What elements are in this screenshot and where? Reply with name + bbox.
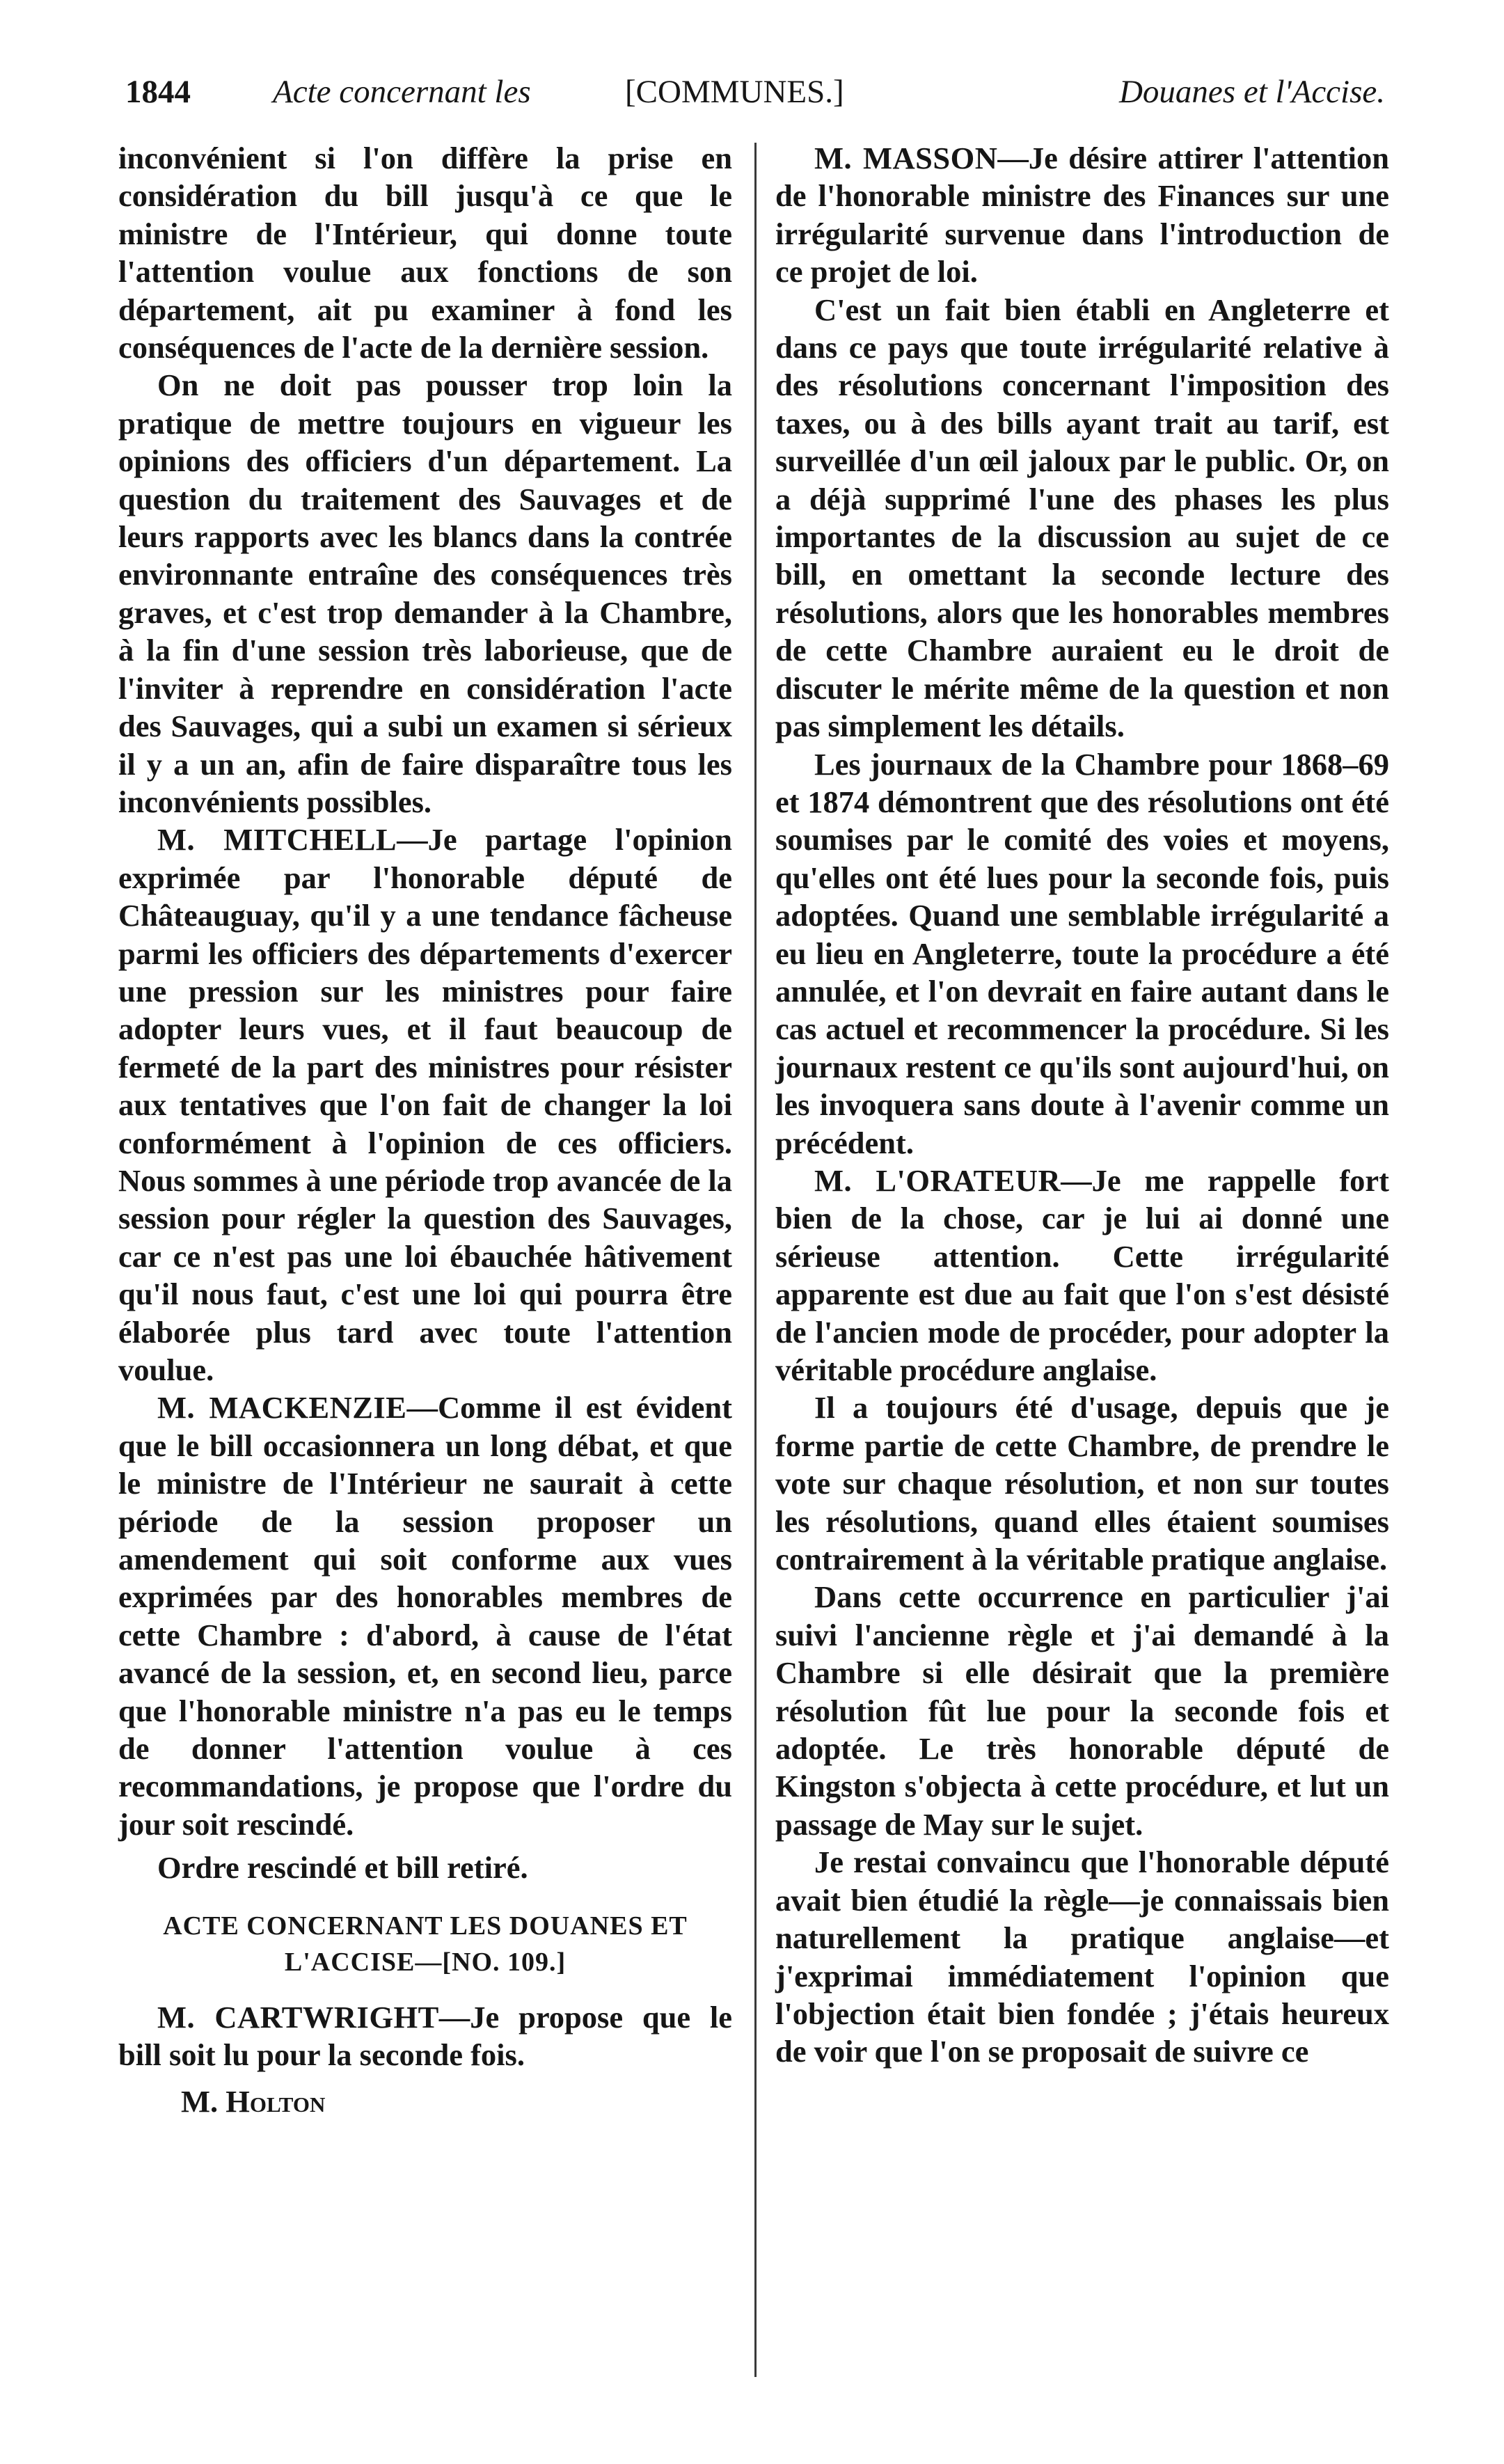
right-column	[775, 139, 1389, 2071]
speech-text: —Comme il est évident que le bill occasionnera un long débat, et que le ministre de l'Intérieur ne saurait à cette période de la session proposer un amendement qui soit conforme aux vues exprimées par des honorables membres de cette Chambre : d'abord, à cause de l'état avancé de la session, et, en second lieu, parce que l'honorable ministre n'a pas eu le temps de donner l'attention voulue à ces recommandations, je propose que l'ordre du jour soit rescindé.	[118, 1390, 733, 1842]
paragraph: Les journaux de la Chambre pour 1868–69 et 1874 démontrent que des résolutions ont été soumises par le comité des voies et moyens, qu'elles ont été lues pour la seconde fois, puis adoptées. Quand une semblable irrégularité a eu lieu en Angleterre, toute la procédure a été annulée, et l'on devrait en faire autant dans le cas actuel et recommencer la procédure. Si les journaux restent ce qu'ils sont aujourd'hui, on les invoquera sans doute à l'avenir comme un précédent.	[775, 746, 1389, 1160]
paragraph: Il a toujours été d'usage, depuis que je forme partie de cette Chambre, de prendre le vote sur chaque résolution, et non sur toutes les résolutions, quand elles étaient soumises contrairement à la véritable pratique anglaise.	[775, 1390, 1389, 1577]
speaker-name: M. MASSON	[814, 141, 998, 175]
left-column	[118, 139, 732, 2120]
paragraph-continuation: inconvénient si l'on diffère la prise en considération du bill jusqu'à ce que le ministre de l'Intérieur, qui donne toute l'attention voulue aux fonctions de son département, ait pu examiner à fond les conséquences de l'acte de la dernière session.	[118, 141, 732, 365]
speech-cartwright	[118, 1998, 732, 2074]
running-title-center: [COMMUNES.]	[625, 74, 844, 110]
speech-text: —Je me rappelle fort bien de la chose, car je lui ai donné une sérieuse attention. Cette irrégularité apparente est due au fait que l'on s'est désisté de l'ancien mode de procéder, pour adopter la véritable procédure anglaise.	[775, 1162, 1389, 1387]
speech-text: —Je partage l'opinion exprimée par l'honorable député de Châteauguay, qu'il y a une tendance fâcheuse parmi les officiers des départements d'exercer une pression sur les ministres pour faire adopter leurs vues, et il faut beaucoup de fermeté de la part des ministres pour résister aux tentatives que l'on fait de changer la loi conformément à l'opinion de ces officiers. Nous sommes à une période trop avancée de la session pour régler la question des Sauvages, car ce n'est pas une loi ébauchée hâtivement qu'il nous faut, c'est une loi qui pourra être élaborée plus tard avec toute l'attention voulue.	[118, 822, 732, 1387]
paragraph: Je restai convaincu que l'honorable député avait bien étudié la règle—je connaissais bien naturellement la pratique anglaise—et j'exprimai immédiatement l'opinion que l'objection était bien fondée ; j'étais heureux de voir que l'on se proposait de suivre ce	[775, 1845, 1389, 2069]
speaker-name: M. L'ORATEUR	[814, 1162, 1061, 1198]
page-header	[125, 64, 1385, 120]
speech-orateur	[775, 1162, 1389, 1389]
speech-text: —Je propose que le bill soit lu pour la seconde fois.	[118, 1999, 732, 2073]
speaker-name: M. MITCHELL	[157, 822, 397, 858]
speech-masson	[775, 139, 1389, 291]
speaker-name: M. MACKENZIE	[157, 1390, 407, 1426]
speaker-name: M. CARTWRIGHT	[157, 1999, 439, 2035]
section-heading-line-1: ACTE CONCERNANT LES DOUANES ET	[163, 1911, 688, 1941]
running-title-left: Acte concernant les	[273, 74, 531, 110]
paragraph: C'est un fait bien établi en Angleterre et dans ce pays que toute irrégularité relative à des résolutions concernant l'imposition des taxes, ou à des bills ayant trait au tarif, est surveillée d'un œil jaloux par le public. Or, on a déjà supprimé l'une des phases les plus importantes de la discussion au sujet de ce bill, en omettant la seconde lecture des résolutions, alors que les honorables membres de cette Chambre auraient eu le droit de discuter le mérite même de la question et non pas simplement les détails.	[775, 292, 1389, 744]
speech-mitchell	[118, 821, 732, 1389]
procedural-note: Ordre rescindé et bill retiré.	[157, 1850, 528, 1886]
paragraph: Dans cette occurrence en particulier j'ai suivi l'ancienne règle et j'ai demandé à la Chambre si elle désirait que la première résolution fût lue pour la seconde fois et adoptée. Le très honorable député de Kingston s'objecta à cette procédure, et lut un passage de May sur le sujet.	[775, 1579, 1389, 1842]
running-title-right: Douanes et l'Accise.	[1118, 74, 1385, 110]
page-number: 1844	[125, 74, 191, 110]
section-heading	[118, 1908, 732, 1980]
speech-mackenzie	[118, 1389, 732, 1843]
section-heading-line-2: L'ACCISE—[NO. 109.]	[284, 1947, 567, 1977]
column-divider	[754, 143, 757, 2377]
speaker-holton: M. Holton	[181, 2083, 326, 2119]
paragraph: On ne doit pas pousser trop loin la pratique de mettre toujours en vigueur les opinions des officiers d'un département. La question du traitement des Sauvages et de leurs rapports avec les blancs dans la contrée environnante entraîne des conséquences très graves, et c'est trop demander à la Chambre, à la fin d'une session très laborieuse, que de l'inviter à reprendre en considération l'acte des Sauvages, qui a subi un examen si sérieux il y a un an, afin de faire disparaître tous les inconvénients possibles.	[118, 368, 732, 819]
speech-text: —Je désire attirer l'attention de l'honorable ministre des Finances sur une irrégularité survenue dans l'introduction de ce projet de loi.	[775, 141, 1390, 290]
